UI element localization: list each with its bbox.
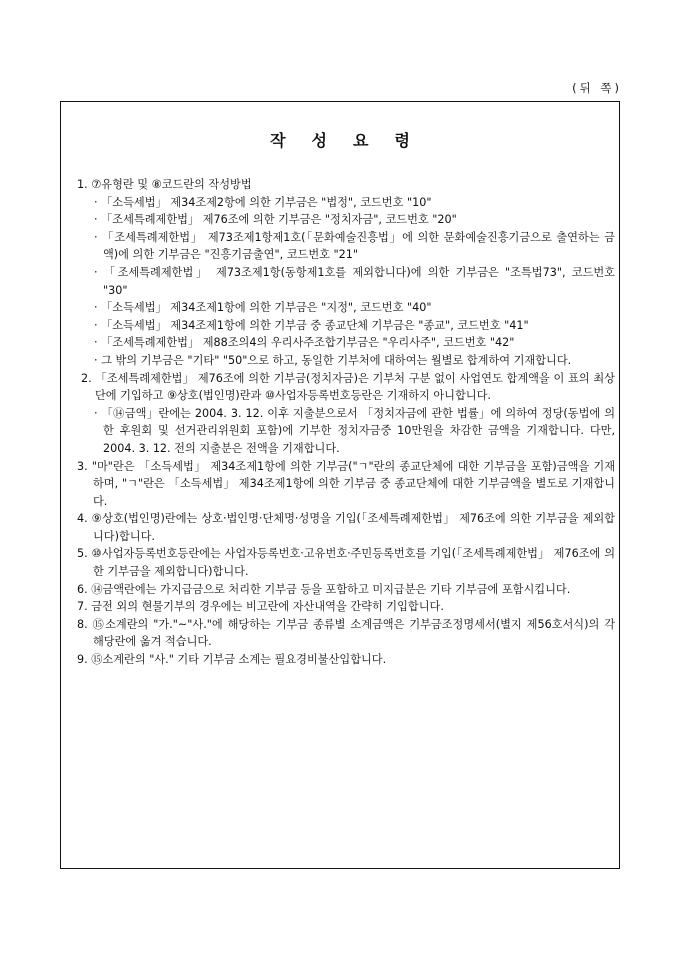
instructions-box: [60, 101, 620, 869]
instruction-subitem: · 「⑭금액」란에는 2004. 3. 12. 이후 지출분으로서 「정치자금에 관한 법률」에 의하여 정당(동법에 의한 후원회 및 선거관리위원회 포함)에 기부한 정치자금중 10만원을 차감한 금액을 기재합니다. 다만, 2004. 3. 12. 전의 지출분은 전액을 기재합니다.: [94, 406, 615, 455]
instruction-item: 8. ⑮소계란의 "가."~"사."에 해당하는 기부금 종류별 소계금액은 기부금조정명세서(별지 제56호서식)의 각 해당란에 옮겨 적습니다.: [77, 617, 615, 649]
instruction-item: 2. 「조세특례제한법」 제76조에 의한 기부금(정치자금)은 기부처 구분 없이 사업연도 합계액을 이 표의 최상단에 기입하고 ⑨상호(법인명)란과 ⑩사업자등록번호등란은 기재하지 아니합니다.: [81, 371, 615, 403]
instruction-subitem: · 「조세특례제한법」 제76조에 의한 기부금은 "정치자금", 코드번호 "20": [94, 213, 457, 227]
instruction-subitem: · 「소득세법」 제34조제1항에 의한 기부금은 "지정", 코드번호 "40": [94, 301, 432, 315]
instruction-item: 3. "마"란은 「소득세법」 제34조제1항에 의한 기부금("ㄱ"란의 종교단체에 대한 기부금을 포함)금액을 기재하며, "ㄱ"란은 「소득세법」 제34조제1항에 의한 기부금 중 종교단체에 대한 기부금액을 별도로 기재합니다.: [77, 459, 615, 508]
instruction-subitem: · 「소득세법」 제34조제2항에 의한 기부금은 "법정", 코드번호 "10": [94, 195, 432, 209]
instruction-subitem: · 그 밖의 기부금은 "기타" "50"으로 하고, 동일한 기부처에 대하여는 월별로 합계하여 기재합니다.: [94, 353, 572, 367]
page-title: 작성요령: [270, 131, 436, 150]
instruction-item: 5. ⑩사업자등록번호등란에는 사업자등록번호·고유번호·주민등록번호를 기입(「조세특례제한법」 제76조에 의한 기부금을 제외합니다)합니다.: [77, 547, 615, 579]
instruction-item: 6. ⑭금액란에는 가지급금으로 처리한 기부금 등을 포함하고 미지급분은 기타 기부금에 포함시킵니다.: [77, 582, 571, 596]
instruction-item: 1. ⑦유형란 및 ⑧코드란의 작성방법: [77, 178, 252, 191]
instruction-subitem: · 「조세특례제한법」 제88조의4의 우리사주조합기부금은 "우리사주", 코드번호 "42": [94, 336, 515, 350]
instruction-item: 4. ⑨상호(법인명)란에는 상호·법인명·단체명·성명을 기입(「조세특례제한법」 제76조에 의한 기부금을 제외합니다)합니다.: [77, 512, 615, 543]
instruction-subitem: · 「조세특례제한법」 제73조제1항(동항제1호를 제외합니다)에 의한 기부금은 "조특법73", 코드번호 "30": [94, 265, 615, 297]
instruction-subitem: · 「조세특례제한법」 제73조제1항제1호(「문화예술진흥법」에 의한 문화예술진흥기금으로 출연하는 금액)에 의한 기부금은 "진흥기금출연", 코드번호 "21": [94, 230, 615, 262]
instructions-body: [77, 176, 615, 669]
instruction-subitem: · 「소득세법」 제34조제1항에 의한 기부금 중 종교단체 기부금은 "종교", 코드번호 "41": [94, 318, 529, 332]
instruction-item: 9. ⑮소계란의 "사." 기타 기부금 소계는 필요경비불산입합니다.: [77, 653, 387, 667]
page-side-label: (뒤 쪽): [572, 81, 622, 95]
instruction-item: 7. 금전 외의 현물기부의 경우에는 비고란에 자산내역을 간략히 기입합니다.: [77, 600, 444, 614]
